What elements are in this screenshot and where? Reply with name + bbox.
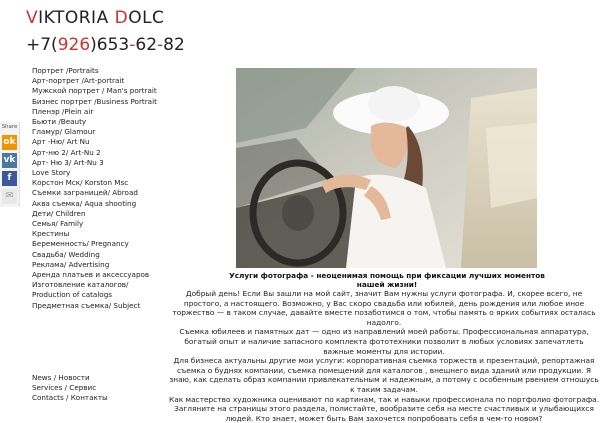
menu-item-art-nu-3[interactable]: Арт- Ню 3/ Art-Nu 3	[32, 157, 104, 167]
menu-item-dress-rental[interactable]: Аренда платьев и аксессуаров	[32, 270, 150, 280]
logo-letter-v: V	[26, 8, 39, 28]
menu-item-abroad[interactable]: Съемки заграницей/ Abroad	[32, 188, 138, 198]
menu-item-love-story[interactable]: Love Story	[32, 168, 71, 178]
phone-part-3: 82	[163, 35, 185, 55]
menu-item-services[interactable]: Services / Сервис	[32, 383, 97, 393]
intro-paragraph-2: Съемка юбилеев и памятных дат — одно из направлений моей работы. Профессиональная аппаратура, богатый опыт и наличие запасного комплекта фототехники позволит в любых условиях запечатлеть важные моменты для истории.	[179, 327, 589, 356]
phone-dash-1: -	[129, 35, 136, 55]
phone-part-2: 62	[135, 35, 158, 55]
menu-item-pregnancy[interactable]: Беременность/ Pregnancy	[32, 239, 129, 249]
phone-number	[26, 35, 185, 55]
menu-item-contacts[interactable]: Contacts / Контакты	[32, 393, 108, 403]
sidebar-menu	[32, 66, 158, 311]
logo-text-olc: OLC	[128, 8, 165, 28]
menu-item-wedding[interactable]: Свадьба/ Wedding	[32, 249, 100, 259]
menu-item-art-portrait[interactable]: Арт-портрет /Art-portrait	[32, 76, 125, 86]
menu-item-portraits[interactable]: Портрет /Portraits	[32, 66, 99, 75]
sidebar-menu-secondary	[32, 373, 158, 404]
intro-paragraph-1: Добрый день! Если Вы зашли на мой сайт, значит Вам нужны услуги фотографа. И, скорее всего, не простого, а настоящего. Возможно, у Вас скоро свадьба или юбилей, день рождения или любое иное торжество — в таком случае, давайте вместе позаботимся о том, чтобы память о ярких событиях осталась надолго.	[172, 289, 596, 327]
intro-paragraph-4: Как мастерство художника оценивают по картинам, так и навыки профессионала по портфолио фотографа. Загляните на страницы этого раздела, полистайте, вообразите себя на месте счастливых и улыбающихся людей. Кто знает, может быть Вам захочется попробовать себя в чем-то новом?	[168, 394, 600, 423]
logo-text-iktoria: IKTORIA	[38, 8, 115, 28]
menu-item-mans-portrait[interactable]: Мужской портрет / Man's portrait	[32, 86, 157, 96]
phone-mid: )653	[90, 35, 130, 55]
phone-area-code: 926	[57, 35, 91, 55]
menu-item-business-portrait[interactable]: Бизнес портрет /Business Portrait	[32, 96, 157, 106]
mail-icon[interactable]: ✉	[2, 189, 17, 204]
vk-icon[interactable]: vk	[2, 153, 17, 168]
menu-item-beauty[interactable]: Бьюти /Beauty	[32, 117, 87, 127]
menu-item-advertising[interactable]: Реклама/ Advertising	[32, 259, 110, 269]
share-label: Share	[1, 124, 18, 130]
menu-item-subject[interactable]: Предметная съемка/ Subject	[32, 300, 141, 310]
menu-item-news[interactable]: News / Новости	[32, 373, 90, 382]
menu-item-catalogs[interactable]: Изготовление каталогов/ Production of catalogs	[32, 280, 129, 300]
menu-item-plein-air[interactable]: Пленэр /Plein air	[32, 106, 94, 116]
share-panel	[0, 122, 20, 207]
phone-dash-2: -	[157, 35, 164, 55]
menu-item-korston[interactable]: Корстон Мск/ Korston Msc	[32, 178, 129, 188]
hero-photo-illustration	[236, 68, 537, 268]
menu-item-family[interactable]: Семья/ Family	[32, 219, 84, 229]
odnoklassniki-icon[interactable]: ok	[2, 135, 17, 150]
menu-item-glamour[interactable]: Гламур/ Glamour	[32, 127, 96, 137]
menu-item-christening[interactable]: Крестины	[32, 229, 70, 239]
menu-item-aqua[interactable]: Аква съемка/ Aqua shooting	[32, 198, 137, 208]
hero-photo	[236, 68, 537, 268]
menu-item-art-nu-2[interactable]: Арт-ню 2/ Art-Nu 2	[32, 147, 101, 157]
menu-item-art-nu[interactable]: Арт -Ню/ Art Nu	[32, 137, 90, 147]
site-logo[interactable]	[26, 8, 164, 28]
logo-letter-d: D	[114, 8, 129, 28]
facebook-icon[interactable]: f	[2, 171, 17, 186]
phone-prefix: +7(	[26, 35, 58, 55]
menu-item-children[interactable]: Дети/ Children	[32, 208, 86, 218]
intro-text	[168, 289, 600, 423]
photo-caption: Услуги фотографа - неоценимая помощь при фиксации лучших моментов нашей жизни!	[229, 271, 545, 289]
intro-paragraph-3: Для бизнеса актуальны другие мои услуги: корпоративная съемка торжеств и презентаций, репортажная съемка о буднях компании, съемка помещений для каталогов , внешнего вида зданий или продукции. Я знаю, как сделать образ компании привлекательным и надежным, а потому с особенным рвением отношусь к таким задачам.	[169, 356, 599, 394]
